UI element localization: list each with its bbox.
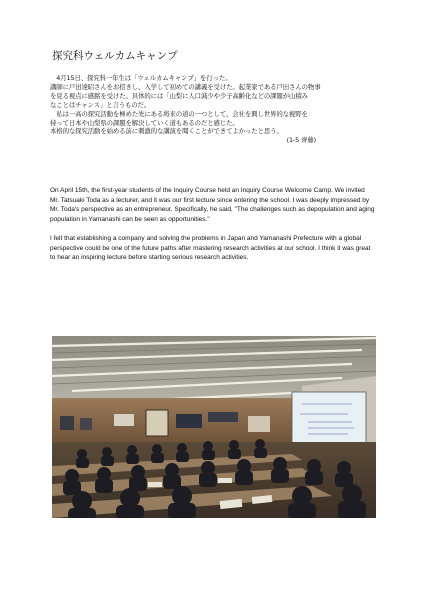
english-paragraph-1: On April 15th, the first-year students of the Inquiry Course held an Inquiry Course Welcome Camp. We invited Mr. Tatsuaki Toda as a lecturer, and it was our first lecture since entering the school. I was deeply impressed by Mr. Toda's perspective as an entrepreneur. Specifically, he said, "The challenges such as depopulation and aging population in Yamanashi can be seen as opportunities." xyxy=(50,187,375,223)
english-report xyxy=(50,186,375,272)
jp-line: 4月15日、探究科一年生は「ウェルカムキャンプ」を行った。 xyxy=(50,74,232,82)
jp-line: 私は一高の探究活動を極めた先にある将来の道の一つとして、会社を興し世界的な視野を xyxy=(50,109,308,118)
lecture-hall-photo xyxy=(52,336,376,518)
english-paragraph-2: I felt that establishing a company and solving the problems in Japan and Yamanashi Prefecture with a global perspective could be one of the future paths after mastering research activities at our school. I think it was great to hear an inspiring lecture before starting serious research activities. xyxy=(50,234,371,262)
japanese-report xyxy=(50,74,380,145)
jp-line: 持って日本や山梨県の課題を解決していく道もあるのだと感じた。 xyxy=(50,118,239,127)
page-title: 探究科ウェルカムキャンプ xyxy=(52,50,178,62)
jp-line: を見る視点に感銘を受けた。具体的には「山梨に人口減少や少子高齢化などの課題が山積み xyxy=(50,91,308,100)
lecture-photo-illustration xyxy=(52,336,376,518)
jp-line: なことはチャンス」と言うものだ。 xyxy=(50,100,151,109)
author-credit: (1-5 齊藤) xyxy=(286,136,316,145)
jp-line: 講師に戸田達昭さんをお招きし、入学して初めての講義を受けた。起業家である戸田さんの物事 xyxy=(50,82,321,91)
jp-line: 本格的な探究活動を始める前に刺激的な講演を聞くことができてよかったと思う。 xyxy=(50,127,283,136)
